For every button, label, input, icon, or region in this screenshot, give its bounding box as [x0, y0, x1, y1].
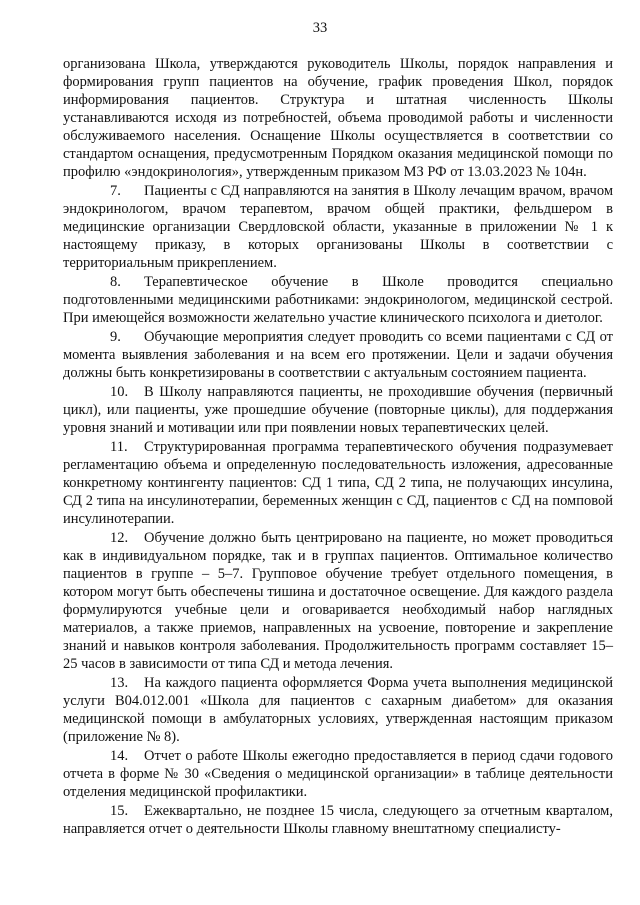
- paragraph-number: 12.: [110, 530, 129, 546]
- paragraph-number: 14.: [110, 748, 129, 764]
- paragraph-text: Структурированная программа терапевтического обучения подразумевает регламентацию объема и определенную последовательность изложения, адресованные конкретному контингенту пациентов: СД 1 типа, СД 2 типа, не получающих инсулина, СД 2 типа на инсулинотерапии, беременных женщин с СД, пациентов с СД на помповой инсулинотерапии.: [63, 439, 613, 527]
- paragraph-number: 7.: [110, 183, 121, 199]
- paragraph-15: [63, 802, 613, 838]
- paragraph-number: 10.: [110, 384, 129, 400]
- paragraph-7: [63, 182, 613, 272]
- paragraph-continuation: [63, 55, 613, 181]
- paragraph-9: [63, 328, 613, 382]
- paragraph-text: Обучение должно быть центрировано на пациенте, но может проводиться как в индивидуальном порядке, так и в группах пациентов. Оптимальное количество пациентов в группе – 5–7. Групповое обучение требует отдельного помещения, в котором могут быть обеспечены тишина и достаточное освещение. Для каждого раздела формулируются учебные цели и оговаривается необходимый набор наглядных материалов, а также приемов, направленных на усвоение, повторение и закрепление знаний и навыков контроля заболевания. Продолжительность программ составляет 15–25 часов в зависимости от типа СД и метода лечения.: [63, 530, 613, 672]
- paragraph-number: 15.: [110, 803, 129, 819]
- paragraph-number: 8.: [110, 274, 121, 290]
- paragraph-text: На каждого пациента оформляется Форма учета выполнения медицинской услуги В04.012.001 «Школа для пациентов с сахарным диабетом» для оказания медицинской помощи в амбулаторных условиях, утвержденная настоящим приказом (приложение № 8).: [63, 675, 613, 745]
- paragraph-number: 11.: [110, 439, 128, 455]
- paragraph-text: Терапевтическое обучение в Школе проводится специально подготовленными медицинскими работниками: эндокринологом, медицинской сестрой. При имеющейся возможности желательно участие клинического психолога и диетолог.: [63, 274, 613, 326]
- paragraph-11: [63, 438, 613, 528]
- paragraph-text: В Школу направляются пациенты, не проходившие обучения (первичный цикл), или пациенты, уже прошедшие обучение (повторные циклы), для поддержания уровня знаний и мотивации или при появлении новых терапевтических целей.: [63, 384, 613, 436]
- document-body: [63, 55, 613, 839]
- paragraph-13: [63, 674, 613, 746]
- paragraph-text: Обучающие мероприятия следует проводить со всеми пациентами с СД от момента выявления заболевания и на всем его протяжении. Цели и задачи обучения должны быть конкретизированы в соответствии с актуальным состоянием пациента.: [63, 329, 613, 381]
- paragraph-10: [63, 383, 613, 437]
- paragraph-text: Пациенты с СД направляются на занятия в Школу лечащим врачом, врачом эндокринологом, врачом терапевтом, врачом общей практики, фельдшером в медицинские организации Свердловской области, указанные в приложении № 1 к настоящему приказу, в которых организованы Школы в соответствии с территориальным прикреплением.: [63, 183, 613, 271]
- paragraph-14: [63, 747, 613, 801]
- paragraph-text: Отчет о работе Школы ежегодно предоставляется в период сдачи годового отчета в форме № 30 «Сведения о медицинской организации» в таблице деятельности отделения медицинской профилактики.: [63, 748, 613, 800]
- paragraph-12: [63, 529, 613, 673]
- paragraph-number: 13.: [110, 675, 129, 691]
- paragraph-8: [63, 273, 613, 327]
- paragraph-text: Ежеквартально, не позднее 15 числа, следующего за отчетным кварталом, направляется отчет о деятельности Школы главному внештатному специалисту-: [63, 803, 613, 837]
- paragraph-number: 9.: [110, 329, 121, 345]
- paragraph-text: организована Школа, утверждаются руководитель Школы, порядок направления и формирования групп пациентов на обучение, график проведения Школ, порядок информирования пациентов. Структура и штатная численность Школы устанавливаются исходя из потребностей, объема проводимой работы и численности обслуживаемого населения. Оснащение Школы осуществляется в соответствии со стандартом оснащения, предусмотренным Порядком оказания медицинской помощи по профилю «эндокринология», утвержденным приказом МЗ РФ от 13.03.2023 № 104н.: [63, 56, 613, 180]
- page-number: 33: [312, 20, 328, 36]
